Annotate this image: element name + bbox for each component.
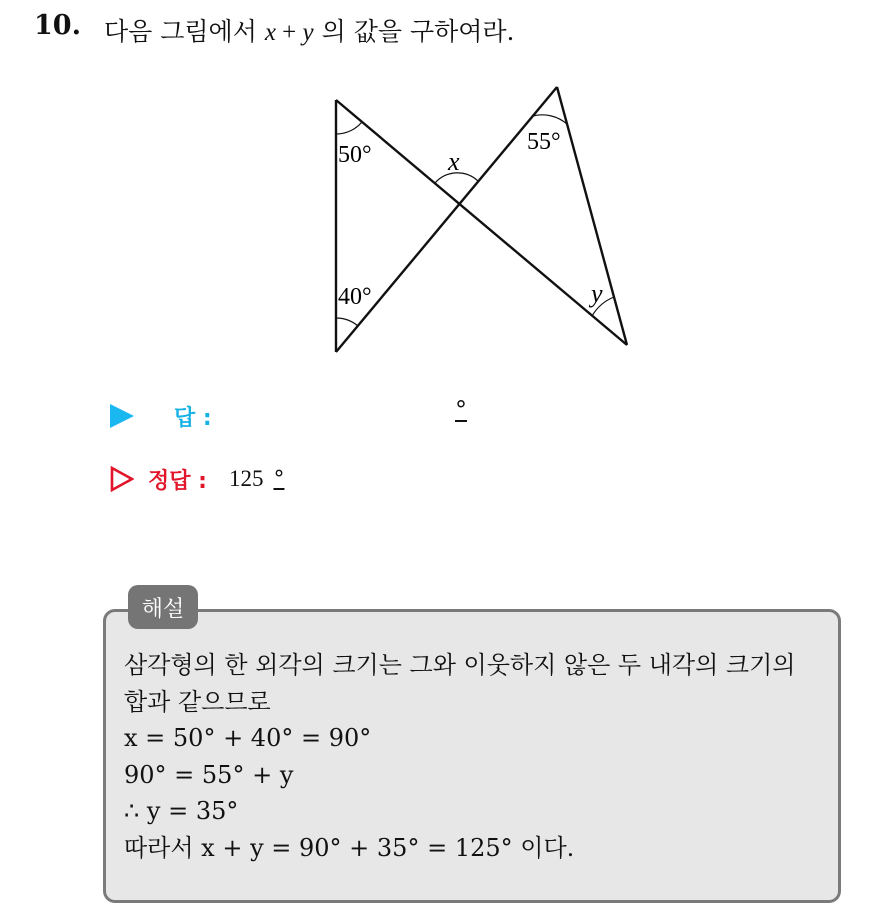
crossed-triangles-figure [320,80,640,360]
question-number: 10. [34,10,81,41]
solution-line-4: 90° = 55° + y [124,760,294,789]
solution-line-1: 삼각형의 한 외각의 크기는 그와 이웃하지 않은 두 내각의 크기의 [124,651,796,679]
play-outline-icon [110,466,134,492]
solution-text [124,647,795,866]
solution-tab: 해설 [128,585,198,629]
question-text-after: 의 값을 구하여라. [321,17,515,46]
answer-row [110,398,212,434]
arc-top-right [533,115,567,124]
answer-blank-unit: ° [455,396,467,424]
solution-line-6: 따라서 x + y = 90° + 35° = 125° 이다. [124,833,575,862]
question-text [104,12,515,48]
question-text-before: 다음 그림에서 [104,17,257,46]
solution-line-3: x = 50° + 40° = 90° [124,724,372,752]
solution-line-5: ∴ y = 35° [124,797,239,825]
correct-answer-value: 125 [228,466,264,491]
answer-label: 답 : [174,405,212,431]
angle-label-y: y [591,279,603,308]
arc-bottom-left [336,318,358,326]
angle-label-x: x [448,147,460,176]
correct-answer-row [110,461,284,497]
correct-answer-label: 정답 : [148,468,207,494]
angle-label-50: 50° [338,142,372,168]
question-var-y: y [302,19,314,46]
angle-label-55: 55° [527,129,561,155]
question-var-x: x [264,19,276,46]
angle-label-40: 40° [338,284,372,310]
diagonal-top-left-to-bottom-right [336,100,627,345]
arc-top-left [336,122,362,134]
question-plus: + [275,19,303,46]
solution-line-2: 합과 같으므로 [124,687,271,716]
play-filled-icon [110,404,134,428]
correct-answer-unit: ° [273,466,285,492]
